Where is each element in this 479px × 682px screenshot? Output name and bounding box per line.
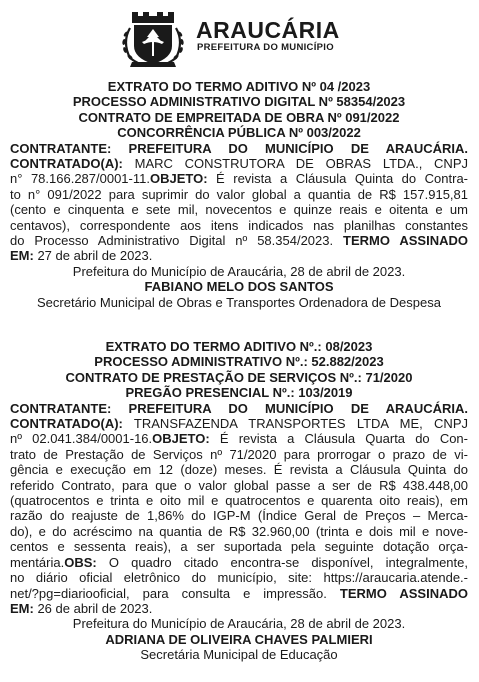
body-line: no diário oficial eletrônico do município, site: https://araucaria.atende.- [10, 570, 468, 586]
brand-subtitle: PREFEITURA DO MUNICÍPIO [197, 42, 334, 53]
extract-section-2 [10, 339, 468, 663]
process-title: PROCESSO ADMINISTRATIVO Nº.: 52.882/2023 [94, 354, 384, 370]
body-line [10, 233, 468, 248]
contratado-label: CONTRATADO(A): [10, 156, 123, 172]
contratado-text: MARC CONSTRUTORA DE OBRAS LTDA., CNPJ [122, 156, 468, 172]
body-line [10, 171, 468, 186]
signed-date: 26 de abril de 2023. [33, 600, 153, 616]
signed-em-label: EM: [10, 248, 34, 264]
signed-em-label: EM: [10, 600, 34, 616]
body-line: gência e execução em 12 (doze) meses. É revista a Cláusula Quinta do [10, 462, 468, 478]
process-title: PROCESSO ADMINISTRATIVO DIGITAL Nº 58354/2023 [72, 94, 406, 110]
signed-label: TERMO ASSINADO [343, 233, 468, 249]
signed-date: 27 de abril de 2023. [33, 248, 153, 264]
obs-label: OBS: [64, 554, 97, 570]
contract-title: CONTRATO DE PRESTAÇÃO DE SERVIÇOS Nº.: 71/2020 [65, 369, 413, 385]
body-line: referido Contrato, para que o valor global passe a ser de R$ 438.448,00 [10, 477, 468, 493]
signed-label: TERMO ASSINADO [339, 585, 468, 601]
body-line: (cento e cinquenta e sete mil, novecentos e quinze reais e oitenta e um [10, 202, 468, 218]
cnpj-text: n° 78.166.287/0001-11. [10, 171, 150, 187]
coat-of-arms-logo [118, 12, 188, 68]
contratado-text: TRANSFAZENDA TRANSPORTES LTDA ME, CNPJ [122, 416, 468, 432]
signer-name: FABIANO MELO DOS SANTOS [144, 279, 334, 295]
obs-text: O quadro citado encontra-se disponível, integralmente, [96, 554, 468, 570]
objeto-label: OBJETO: [149, 171, 208, 187]
bidding-title: PREGÃO PRESENCIAL Nº.: 103/2019 [125, 385, 353, 401]
signer-role: Secretário Municipal de Obras e Transportes Ordenadora de Despesa [37, 294, 441, 310]
body-line: centos e sessenta reais), a ser suportada pela seguinte dotação orça- [10, 539, 468, 555]
bidding-title: CONCORRÊNCIA PÚBLICA Nº 003/2022 [117, 125, 361, 141]
contratado-label: CONTRATADO(A): [10, 416, 123, 432]
extract-body [10, 141, 468, 264]
budget-text: mentária. [10, 554, 65, 570]
extract-body [10, 401, 468, 617]
body-line: (quatrocentos e trinta e oito mil e quatrocentos e quarenta oito reais), em [10, 493, 468, 509]
contratante-line: CONTRATANTE: PREFEITURA DO MUNICÍPIO DE ARAUCÁRIA. [10, 140, 468, 156]
body-line: razão do reajuste de 1,86% do IGP-M (Índice Geral de Preços – Merca- [10, 508, 468, 524]
body-line [10, 601, 468, 616]
signer-name: ADRIANA DE OLIVEIRA CHAVES PALMIERI [105, 631, 373, 647]
objeto-text: É revista a Cláusula Quinta do Contra- [207, 171, 468, 187]
body-line: do), e do acréscimo na quantia de R$ 32.960,00 (trinta e dois mil e nove- [10, 523, 468, 539]
contratado-line [10, 156, 468, 171]
contract-title: CONTRATO DE EMPREITADA DE OBRA Nº 091/2022 [78, 109, 400, 125]
extract-title: EXTRATO DO TERMO ADITIVO Nº.: 08/2023 [105, 339, 373, 354]
body-line [10, 555, 468, 570]
body-line: centavos), correspondente aos itens indicados nas planilhas constantes [10, 217, 468, 233]
body-line [10, 586, 468, 601]
body-line [10, 431, 468, 446]
place-date: Prefeitura do Município de Araucária, 28 de abril de 2023. [72, 263, 406, 279]
header [118, 12, 378, 68]
brand-name: ARAUCÁRIA [196, 17, 340, 43]
objeto-text: É revista a Cláusula Quarta do Con- [209, 431, 468, 447]
contratado-line [10, 416, 468, 431]
body-line: trato de Prestação de Serviços nº 71/2020 para prorrogar o prazo de vi- [10, 446, 468, 462]
body-line [10, 248, 468, 263]
extract-title: EXTRATO DO TERMO ADITIVO Nº 04 /2023 [107, 79, 371, 94]
place-date: Prefeitura do Município de Araucária, 28 de abril de 2023. [72, 616, 406, 632]
signer-role: Secretária Municipal de Educação [140, 647, 338, 663]
body-line: to n° 091/2022 para suprimir do valor global a quantia de R$ 157.915,81 [10, 186, 468, 202]
site-text: net/?pg=diariooficial, para consulta e impressão. [10, 585, 327, 601]
brand [196, 18, 396, 54]
contratante-line: CONTRATANTE: PREFEITURA DO MUNICÍPIO DE ARAUCÁRIA. [10, 400, 468, 416]
cnpj-text: nº 02.041.384/0001-16. [10, 431, 153, 447]
objeto-label: OBJETO: [152, 431, 210, 447]
extract-section-1 [10, 79, 468, 310]
process-text: do Processo Administrativo Digital nº 58.354/2023. [10, 233, 344, 249]
